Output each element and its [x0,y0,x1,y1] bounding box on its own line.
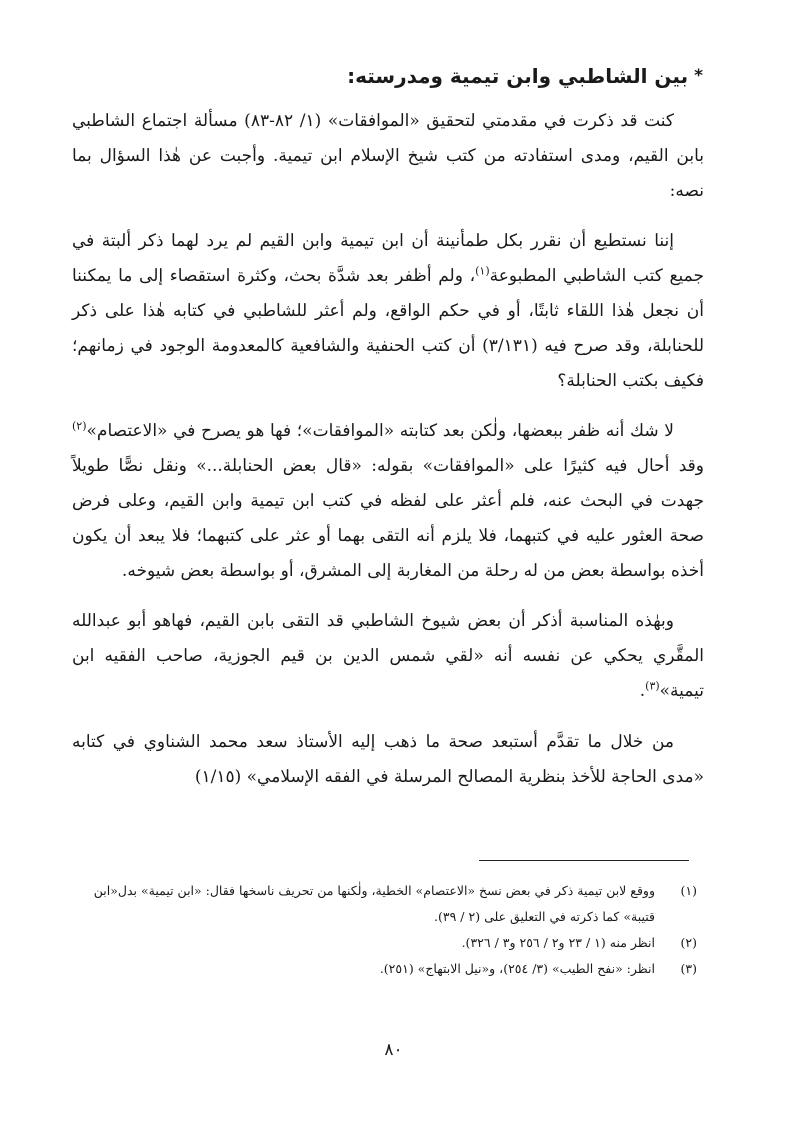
footnotes [72,878,697,982]
footnote-reference: (٣) [645,679,660,693]
footnote-text: انظر منه (١ / ٢٣ و٢ / ٢٥٦ و٣ / ٣٢٦). [461,935,655,950]
paragraph [72,104,704,208]
paragraph [72,604,704,708]
paragraph-text: كنت قد ذكرت في مقدمتي لتحقيق «الموافقات» (١/ ٨٢-٨٣) مسألة اجتماع الشاطبي بابن القيم، ومدى استفادته من كتب شيخ الإسلام ابن تيمية. وأجبت عن هٰذا السؤال بما نصه: [72,111,704,201]
paragraph-text: إننا نستطيع أن نقرر بكل طمأنينة أن ابن تيمية وابن القيم لم يرد لهما ذكر ألبتة في جميع كتب الشاطبي المطبوعة [72,231,704,287]
paragraph-text: وقد أحال فيه كثيرًا على «الموافقات» بقوله: «قال بعض الحنابلة...» ونقل نصًّا طويلاً جهدت في البحث عنه، فلم أعثر على لفظه في كتب ابن تيمية وابن القيم، وعلى فرض صحة العثور عليه في كتبهما، فلا يلزم أنه التقى بهما أو عثر على كتبهما؛ فلا يبعد أن يكون أخذه بواسطة بعض من له رحلة من المغاربة إلى المشرق، أو بواسطة بعض شيوخه. [72,456,704,581]
footnote-reference: (١) [475,264,490,278]
star-icon: * [694,66,703,86]
paragraph [72,414,704,588]
paragraph-text: . [639,680,646,701]
footnote-divider [479,860,689,861]
paragraph-text: من خلال ما تقدَّم أستبعد صحة ما ذهب إليه الأستاذ سعد محمد الشناوي في كتابه «مدى الحاجة للأخذ بنظرية المصالح المرسلة في الفقه الإسلامي» (١/١٥) [72,731,704,787]
footnote-number: (٣) [680,961,697,976]
footnote-reference: (٢) [72,419,87,433]
footnote [72,956,697,982]
footnote-number: (١) [680,883,697,898]
footnote [72,930,697,956]
footnote [72,878,697,930]
paragraph-text: ، ولم أظفر بعد شدَّة بحث، وكثرة استقصاء إلى ما يمكننا أن نجعل هٰذا اللقاء ثابتًا، أو في حكم الواقع، ولم أعثر للشاطبي في كتابه هٰذا على ذكر للحنابلة، وقد صرح فيه (٣/١٣١) أن كتب الحنفية والشافعية كالمعدومة الوجود في زمانهم؛ فكيف بكتب الحنابلة؟ [72,266,705,391]
page-number: ٨٠ [384,1040,403,1060]
footnote-number: (٢) [680,935,697,950]
footnote-text: ووقع لابن تيمية ذكر في بعض نسخ «الاعتصام» الخطية، ولٰكنها من تحريف ناسخها فقال: «ابن تيمية» بدل«ابن قتيبة» كما ذكرته في التعليق على (٢ / ٣٩). [93,883,655,924]
paragraph-text: وبهٰذه المناسبة أذكر أن بعض شيوخ الشاطبي قد التقى بابن القيم، فهاهو أبو عبدالله المقَّري يحكي عن نفسه أنه «لقي شمس الدين بن قيم الجوزية، صاحب الفقيه ابن تيمية» [72,611,704,701]
section-title: بين الشاطبي وابن تيمية ومدرسته: [347,64,689,88]
body-text [72,104,704,810]
paragraph [72,224,704,398]
section-heading [84,62,703,90]
footnote-text: انظر: «نفح الطيب» (٣/ ٢٥٤)، و«نيل الابتهاج» (٢٥١). [379,961,655,976]
paragraph-text: لا شك أنه ظفر ببعضها، ولٰكن بعد كتابته «الموافقات»؛ فها هو يصرح في «الاعتصام» [86,421,674,442]
paragraph [72,725,704,795]
